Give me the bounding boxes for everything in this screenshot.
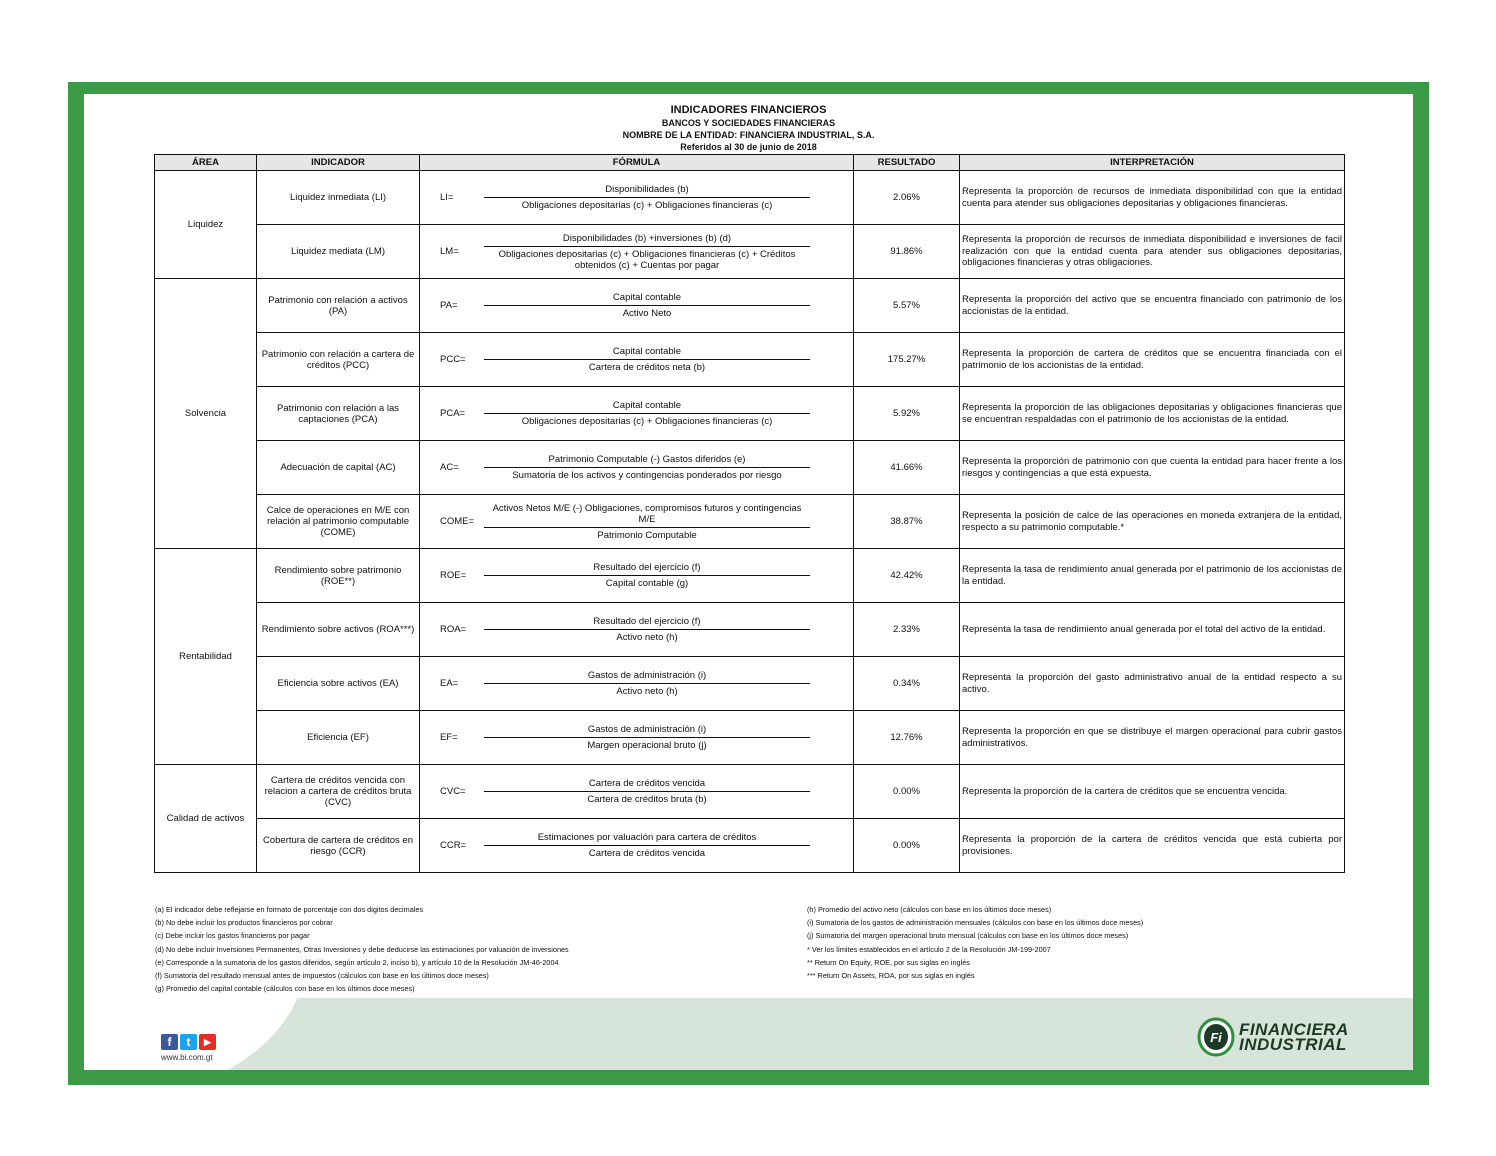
- formula-fraction: [484, 184, 810, 211]
- table-row: [155, 603, 1345, 657]
- logo-mark-text: Fi: [1210, 1030, 1222, 1045]
- facebook-icon[interactable]: f: [161, 1034, 178, 1050]
- indicator-cell: Rendimiento sobre activos (ROA***): [257, 603, 420, 657]
- indicator-cell: Liquidez inmediata (LI): [257, 171, 420, 225]
- formula-numerator: Capital contable: [484, 400, 810, 414]
- formula-numerator: Cartera de créditos vencida: [484, 778, 810, 792]
- formula-cell: [420, 657, 854, 711]
- formula-cell: [420, 333, 854, 387]
- formula-label: PCC=: [440, 354, 466, 365]
- area-cell: Rentabilidad: [155, 549, 257, 765]
- formula-cell: [420, 495, 854, 549]
- area-cell: Solvencia: [155, 279, 257, 549]
- footnote: (e) Corresponde a la sumatoria de los gastos diferidos, según artículo 2, inciso b), y artículo 10 de la Resolución JM-46-2004: [155, 957, 559, 967]
- formula-fraction: [484, 454, 810, 481]
- formula-fraction: [484, 503, 810, 541]
- indicator-cell: Patrimonio con relación a activos (PA): [257, 279, 420, 333]
- formula-cell: [420, 549, 854, 603]
- interpretation-cell: Representa la proporción de la cartera de créditos que se encuentra vencida.: [960, 765, 1345, 819]
- interpretation-cell: Representa la proporción de las obligaciones depositarias y obligaciones financieras que se encuentran respaldadas con el patrimonio de los accionistas de la entidad.: [960, 387, 1345, 441]
- formula-denominator: Activo neto (h): [616, 632, 678, 643]
- formula-cell: [420, 387, 854, 441]
- formula-fraction: [484, 562, 810, 589]
- footnote: (d) No debe incluir Inversiones Permanentes, Otras Inversiones y debe deducirse las estimaciones por valuación de inversiones: [155, 944, 569, 954]
- formula-label: CCR=: [440, 840, 467, 851]
- formula-cell: [420, 171, 854, 225]
- formula-numerator: Disponibilidades (b) +inversiones (b) (d): [484, 233, 810, 247]
- footnote: ** Return On Equity, ROE, por sus siglas en inglés: [807, 957, 970, 967]
- footnote: (f) Sumatoria del resultado mensual antes de impuestos (cálculos con base en los últimos doce meses): [155, 971, 489, 981]
- indicator-cell: Rendimiento sobre patrimonio (ROE**): [257, 549, 420, 603]
- result-cell: 175.27%: [854, 333, 960, 387]
- table-row: [155, 171, 1345, 225]
- formula-denominator: Obligaciones depositarias (c) + Obligaciones financieras (c): [521, 200, 773, 211]
- indicator-cell: Cobertura de cartera de créditos en riesgo (CCR): [257, 819, 420, 873]
- formula-label: ROE=: [440, 570, 467, 581]
- formula-label: LI=: [440, 192, 454, 203]
- formula-denominator: Capital contable (g): [605, 578, 689, 589]
- area-cell: Liquidez: [155, 171, 257, 279]
- formula-fraction: [484, 724, 810, 751]
- table-row: [155, 225, 1345, 279]
- table-row: [155, 441, 1345, 495]
- formula-fraction: [484, 400, 810, 427]
- formula-denominator: Cartera de créditos neta (b): [588, 362, 706, 373]
- formula-numerator: Resultado del ejercicio (f): [484, 562, 810, 576]
- footnote: (b) No debe incluir los productos financieros por cobrar: [155, 918, 333, 928]
- interpretation-cell: Representa la posición de calce de las operaciones en moneda extranjera de la entidad, respecto a su patrimonio computable.*: [960, 495, 1345, 549]
- formula-fraction: [484, 346, 810, 373]
- formula-fraction: [484, 292, 810, 319]
- col-formula: FÓRMULA: [420, 155, 854, 171]
- company-logo: [1197, 1017, 1349, 1057]
- indicator-cell: Eficiencia sobre activos (EA): [257, 657, 420, 711]
- table-row: [155, 711, 1345, 765]
- youtube-icon[interactable]: ▶: [199, 1034, 216, 1050]
- col-result: RESULTADO: [854, 155, 960, 171]
- footnote: (i) Sumatoria de los gastos de administración mensuales (cálculos con base en los últimos doce meses): [807, 918, 1144, 928]
- formula-label: ROA=: [440, 624, 467, 635]
- formula-cell: [420, 441, 854, 495]
- result-cell: 12.76%: [854, 711, 960, 765]
- report-header: [84, 104, 1413, 153]
- result-cell: 5.92%: [854, 387, 960, 441]
- table-row: [155, 333, 1345, 387]
- result-cell: 0.34%: [854, 657, 960, 711]
- formula-cell: [420, 225, 854, 279]
- indicator-cell: Calce de operaciones en M/E con relación al patrimonio computable (COME): [257, 495, 420, 549]
- footnote: (j) Sumatoria del margen operacional bruto mensual (cálculos con base en los últimos doce meses): [807, 931, 1129, 941]
- table-row: [155, 765, 1345, 819]
- interpretation-cell: Representa la proporción de patrimonio con que cuenta la entidad para hacer frente a los riesgos y contingencias a que está expuesta.: [960, 441, 1345, 495]
- table-row: [155, 549, 1345, 603]
- result-cell: 42.42%: [854, 549, 960, 603]
- indicator-cell: Patrimonio con relación a cartera de créditos (PCC): [257, 333, 420, 387]
- indicator-cell: Liquidez mediata (LM): [257, 225, 420, 279]
- result-cell: 0.00%: [854, 765, 960, 819]
- result-cell: 5.57%: [854, 279, 960, 333]
- footnotes-left: [155, 903, 569, 995]
- interpretation-cell: Representa la proporción de recursos de inmediata disponibilidad e inversiones de facil realización con que la entidad cuenta para atender sus obligaciones depositarias, obligaciones financieras y otras obligaciones.: [960, 225, 1345, 279]
- formula-numerator: Disponibilidades (b): [484, 184, 810, 198]
- formula-fraction: [484, 233, 810, 271]
- formula-fraction: [484, 616, 810, 643]
- formula-cell: [420, 819, 854, 873]
- formula-denominator: Cartera de créditos vencida: [588, 848, 706, 859]
- footnote: (c) Debe incluir los gastos financieros por pagar: [155, 931, 310, 941]
- logo-line-2: INDUSTRIAL: [1239, 1035, 1347, 1054]
- formula-denominator: Patrimonio Computable: [597, 529, 697, 541]
- indicator-cell: Patrimonio con relación a las captaciones (PCA): [257, 387, 420, 441]
- formula-numerator: Resultado del ejercicio (f): [484, 616, 810, 630]
- col-area: ÁREA: [155, 155, 257, 171]
- formula-label: LM=: [440, 246, 459, 257]
- formula-numerator: Gastos de administración (i): [484, 724, 810, 738]
- col-interpretation: INTERPRETACIÓN: [960, 155, 1345, 171]
- formula-numerator: Activos Netos M/E (-) Obligaciones, compromisos futuros y contingencias M/E: [484, 503, 810, 528]
- report-date: Referidos al 30 de junio de 2018: [680, 142, 817, 152]
- interpretation-cell: Representa la tasa de rendimiento anual generada por el total del activo de la entidad.: [960, 603, 1345, 657]
- area-cell: Calidad de activos: [155, 765, 257, 873]
- formula-denominator: Cartera de créditos bruta (b): [587, 794, 707, 805]
- interpretation-cell: Representa la proporción de recursos de inmediata disponibilidad con que la entidad cuenta para atender sus obligaciones depositarias y obligaciones financieras.: [960, 171, 1345, 225]
- formula-label: EF=: [440, 732, 458, 743]
- result-cell: 38.87%: [854, 495, 960, 549]
- formula-cell: [420, 603, 854, 657]
- website-link[interactable]: www.bi.com.gt: [161, 1053, 213, 1062]
- indicator-cell: Eficiencia (EF): [257, 711, 420, 765]
- formula-cell: [420, 279, 854, 333]
- result-cell: 91.86%: [854, 225, 960, 279]
- result-cell: 2.33%: [854, 603, 960, 657]
- table-row: [155, 387, 1345, 441]
- report-subtitle: BANCOS Y SOCIEDADES FINANCIERAS: [661, 118, 836, 128]
- table-header-row: [155, 155, 1345, 171]
- formula-fraction: [484, 778, 810, 805]
- result-cell: 2.06%: [854, 171, 960, 225]
- table-row: [155, 819, 1345, 873]
- formula-denominator: Obligaciones depositarias (c) + Obligaciones financieras (c): [521, 416, 773, 427]
- col-indicator: INDICADOR: [257, 155, 420, 171]
- table-row: [155, 495, 1345, 549]
- formula-cell: [420, 711, 854, 765]
- interpretation-cell: Representa la proporción del activo que se encuentra financiado con patrimonio de los accionistas de la entidad.: [960, 279, 1345, 333]
- formula-label: CVC=: [440, 786, 466, 797]
- formula-fraction: [484, 832, 810, 859]
- interpretation-cell: Representa la proporción de la cartera de créditos vencida que está cubierta por provisiones.: [960, 819, 1345, 873]
- result-cell: 0.00%: [854, 819, 960, 873]
- formula-denominator: Sumatoria de los activos y contingencias ponderados por riesgo: [512, 470, 782, 481]
- interpretation-cell: Representa la tasa de rendimiento anual generada por el patrimonio de los accionistas de la entidad.: [960, 549, 1345, 603]
- formula-numerator: Gastos de administración (i): [484, 670, 810, 684]
- table-row: [155, 657, 1345, 711]
- footnotes-right: [807, 903, 1143, 982]
- footnote: (g) Promedio del capital contable (cálculos con base en los últimos doce meses): [155, 984, 415, 994]
- table-row: [155, 279, 1345, 333]
- interpretation-cell: Representa la proporción de cartera de créditos que se encuentra financiada con el patrimonio de los accionistas de la entidad.: [960, 333, 1345, 387]
- formula-label: EA=: [440, 678, 459, 689]
- formula-denominator: Activo neto (h): [616, 686, 678, 697]
- formula-label: COME=: [440, 516, 475, 527]
- interpretation-cell: Representa la proporción del gasto administrativo anual de la entidad respecto a su activo.: [960, 657, 1345, 711]
- footnote: (h) Promedio del activo neto (cálculos con base en los últimos doce meses): [807, 905, 1052, 914]
- formula-label: PA=: [440, 300, 458, 311]
- entity-name: NOMBRE DE LA ENTIDAD: FINANCIERA INDUSTRIAL, S.A.: [622, 130, 875, 140]
- formula-label: AC=: [440, 462, 459, 473]
- report-title: INDICADORES FINANCIEROS: [670, 104, 827, 116]
- result-cell: 41.66%: [854, 441, 960, 495]
- logo-line-1: FINANCIERA: [1239, 1020, 1349, 1039]
- formula-label: PCA=: [440, 408, 466, 419]
- formula-denominator: Activo Neto: [622, 308, 672, 319]
- footnote: *** Return On Assets, ROA, por sus siglas en inglés: [807, 971, 975, 981]
- formula-numerator: Capital contable: [484, 292, 810, 306]
- interpretation-cell: Representa la proporción en que se distribuye el margen operacional para cubrir gastos administrativos.: [960, 711, 1345, 765]
- indicator-cell: Cartera de créditos vencida con relacion a cartera de créditos bruta (CVC): [257, 765, 420, 819]
- footnote: * Ver los límites establecidos en el artículo 2 de la Resolución JM-199-2007: [807, 944, 1051, 954]
- formula-denominator: Margen operacional bruto (j): [587, 740, 707, 751]
- formula-numerator: Capital contable: [484, 346, 810, 360]
- logo-mark-icon: [1197, 1017, 1235, 1057]
- indicator-cell: Adecuación de capital (AC): [257, 441, 420, 495]
- social-links: [161, 1034, 216, 1050]
- formula-numerator: Estimaciones por valuación para cartera de créditos: [484, 832, 810, 846]
- formula-cell: [420, 765, 854, 819]
- footnote: (a) El indicador debe reflejarse en formato de porcentaje con dos digitos decimales: [155, 905, 424, 914]
- formula-denominator: Obligaciones depositarias (c) + Obligaciones financieras (c) + Créditos obtenidos (c) + Cuentas por pagar: [498, 248, 796, 271]
- formula-numerator: Patrimonio Computable (-) Gastos diferidos (e): [484, 454, 810, 468]
- twitter-icon[interactable]: t: [180, 1034, 197, 1050]
- indicators-table: [154, 154, 1345, 873]
- formula-fraction: [484, 670, 810, 697]
